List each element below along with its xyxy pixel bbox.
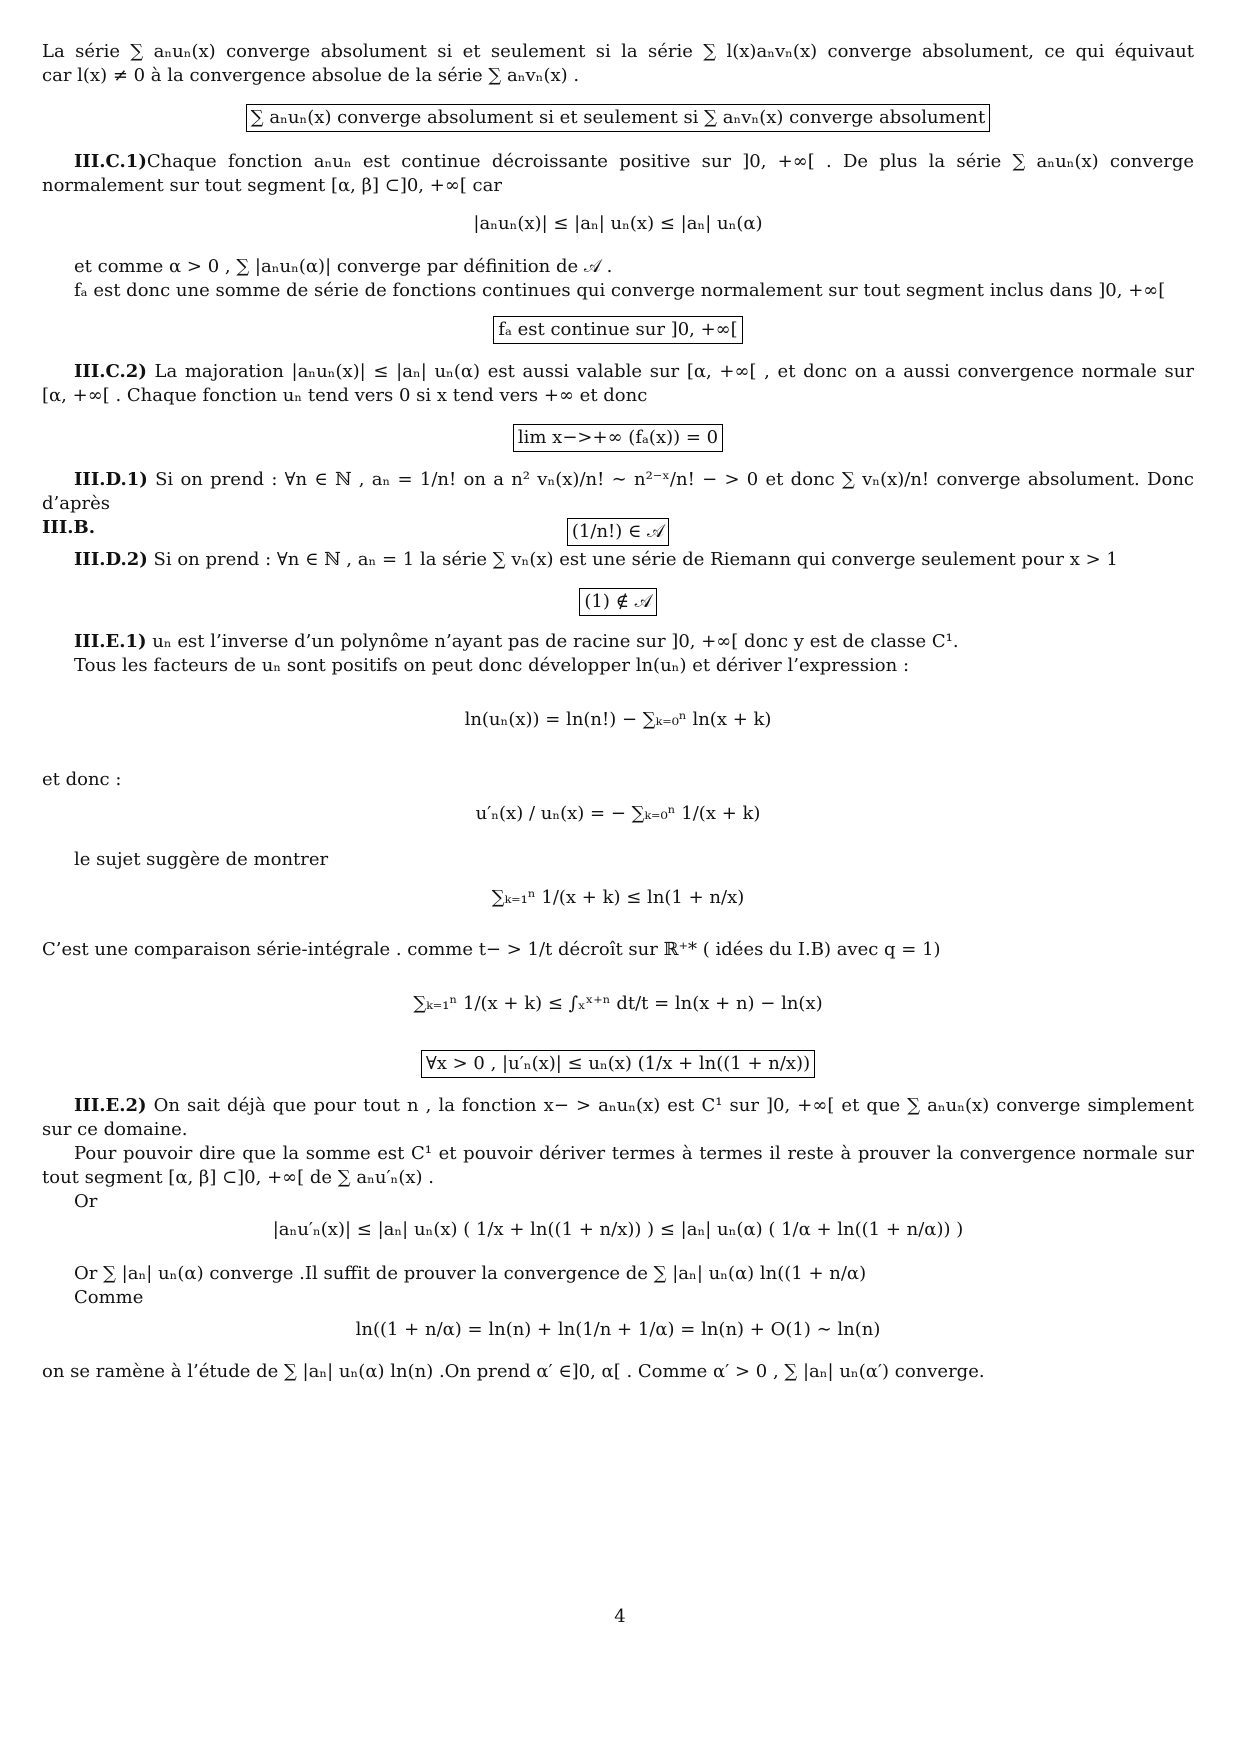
result-box-1-wrap	[42, 104, 1194, 132]
d1-line-1: Si on prend : ∀n ∈ ℕ , aₙ = 1/n! on a n² vₙ(x)/n! ∼ n²⁻ˣ/n! − > 0 et donc ∑ vₙ(x)/n! converge absolument. Donc d’après	[42, 469, 1194, 514]
e1-line-2: Tous les facteurs de uₙ sont positifs on peut donc développer ln(uₙ) et dériver l’expression :	[74, 655, 910, 676]
c2-line-1: La majoration |aₙuₙ(x)| ≤ |aₙ| uₙ(α) est aussi valable sur [α, +∞[ , et donc on a aussi convergence normale sur	[146, 361, 1194, 382]
c1-line-1: Chaque fonction aₙuₙ est continue décroissante positive sur ]0, +∞[ . De plus la série ∑ aₙuₙ(x) converge	[146, 151, 1194, 172]
e1-text-3	[42, 848, 1194, 872]
e2-formula-1: |aₙu′ₙ(x)| ≤ |aₙ| uₙ(x) ( 1/x + ln((1 + n/x)) ) ≤ |aₙ| uₙ(α) ( 1/α + ln((1 + n/α)) )	[272, 1219, 964, 1240]
e2-line-1: On sait déjà que pour tout n , la fonction x− > aₙuₙ(x) est C¹ sur ]0, +∞[ et que ∑ aₙuₙ(x) converge simplement	[146, 1095, 1194, 1116]
e1-line-3: le sujet suggère de montrer	[74, 849, 329, 870]
e1-heading: III.E.1)	[74, 631, 147, 652]
e1-line-1: uₙ est l’inverse d’un polynôme n’ayant pas de racine sur ]0, +∞[ donc y est de classe C¹.	[146, 631, 959, 652]
c1-heading: III.C.1)	[74, 151, 147, 172]
c2-heading: III.C.2)	[74, 361, 147, 382]
d2-result-box: (1) ∉ 𝒜	[579, 588, 656, 616]
c1-box-wrap	[42, 316, 1194, 344]
intro-paragraph	[42, 40, 1194, 88]
e1-etdonc: et donc :	[42, 769, 122, 790]
c1-line-4: fₐ est donc une somme de série de fonctions continues qui converge normalement sur tout segment inclus dans ]0, +∞[	[74, 280, 1166, 301]
d1-result-box: (1/n!) ∈ 𝒜	[567, 518, 669, 546]
e1-result-box: ∀x > 0 , |u′ₙ(x)| ≤ uₙ(x) (1/x + ln((1 + n/x))	[421, 1050, 815, 1078]
c2-box-wrap	[42, 424, 1194, 452]
page-number: 4	[614, 1606, 626, 1627]
c2-result-box: lim x−>+∞ (fₐ(x)) = 0	[513, 424, 723, 452]
e2-text-block	[42, 1262, 1194, 1310]
e2-heading: III.E.2)	[74, 1095, 147, 1116]
section-c2	[42, 360, 1194, 408]
c1-text-block	[42, 255, 1194, 303]
e2-line-7: Comme	[74, 1287, 144, 1308]
c2-line-2: [α, +∞[ . Chaque fonction uₙ tend vers 0 si x tend vers +∞ et donc	[42, 385, 648, 406]
section-d2	[42, 548, 1194, 572]
intro-line-1: La série ∑ aₙuₙ(x) converge absolument si et seulement si la série ∑ l(x)aₙvₙ(x) converge absolument, ce qui équivaut	[42, 41, 1194, 62]
result-box-1: ∑ aₙuₙ(x) converge absolument si et seulement si ∑ aₙvₙ(x) converge absolument	[246, 104, 990, 132]
e1-formula-3: ∑ₖ₌₁ⁿ 1/(x + k) ≤ ln(1 + n/x)	[491, 887, 745, 908]
d1-line-2: III.B.	[42, 517, 96, 538]
e1-formula-4: ∑ₖ₌₁ⁿ 1/(x + k) ≤ ∫ₓˣ⁺ⁿ dt/t = ln(x + n) − ln(x)	[413, 993, 823, 1014]
e2-line-5: Or	[74, 1191, 98, 1212]
e1-formula-1: ln(uₙ(x)) = ln(n!) − ∑ₖ₌₀ⁿ ln(x + k)	[464, 709, 772, 730]
section-e1	[42, 630, 1194, 678]
d1-box-wrap	[42, 518, 1194, 546]
d2-line-1: Si on prend : ∀n ∈ ℕ , aₙ = 1 la série ∑ vₙ(x) est une série de Riemann qui converge seulement pour x > 1	[147, 549, 1118, 570]
c1-result-box: fₐ est continue sur ]0, +∞[	[493, 316, 742, 344]
e2-line-8: on se ramène à l’étude de ∑ |aₙ| uₙ(α) ln(n) .On prend α′ ∈]0, α[ . Comme α′ > 0 , ∑ |aₙ| uₙ(α′) converge.	[42, 1361, 985, 1382]
section-c1	[42, 150, 1194, 198]
d2-heading: III.D.2)	[74, 549, 148, 570]
e2-formula-2: ln((1 + n/α) = ln(n) + ln(1/n + 1/α) = ln(n) + O(1) ∼ ln(n)	[355, 1319, 881, 1340]
intro-line-2: car l(x) ≠ 0 à la convergence absolue de la série ∑ aₙvₙ(x) .	[42, 65, 580, 86]
e2-line-4: tout segment [α, β] ⊂]0, +∞[ de ∑ aₙu′ₙ(x) .	[42, 1167, 434, 1188]
c1-line-2: normalement sur tout segment [α, β] ⊂]0, +∞[ car	[42, 175, 502, 196]
e2-line-6: Or ∑ |aₙ| uₙ(α) converge .Il suffit de prouver la convergence de ∑ |aₙ| uₙ(α) ln((1 + n/α)	[74, 1263, 867, 1284]
section-e2	[42, 1094, 1194, 1214]
e2-line-3: Pour pouvoir dire que la somme est C¹ et pouvoir dériver termes à termes il reste à prouver la convergence normale sur	[74, 1143, 1194, 1164]
c1-line-3: et comme α > 0 , ∑ |aₙuₙ(α)| converge par définition de 𝒜 .	[74, 256, 613, 277]
e2-line-2: sur ce domaine.	[42, 1119, 188, 1140]
d2-box-wrap	[42, 588, 1194, 616]
e1-formula-2: u′ₙ(x) / uₙ(x) = − ∑ₖ₌₀ⁿ 1/(x + k)	[475, 803, 761, 824]
c1-formula: |aₙuₙ(x)| ≤ |aₙ| uₙ(x) ≤ |aₙ| uₙ(α)	[473, 213, 763, 234]
e1-line-4: C’est une comparaison série-intégrale . comme t− > 1/t décroît sur ℝ⁺* ( idées du I.B) avec q = 1)	[42, 939, 941, 960]
e1-box-wrap	[42, 1050, 1194, 1078]
d1-heading: III.D.1)	[74, 469, 148, 490]
